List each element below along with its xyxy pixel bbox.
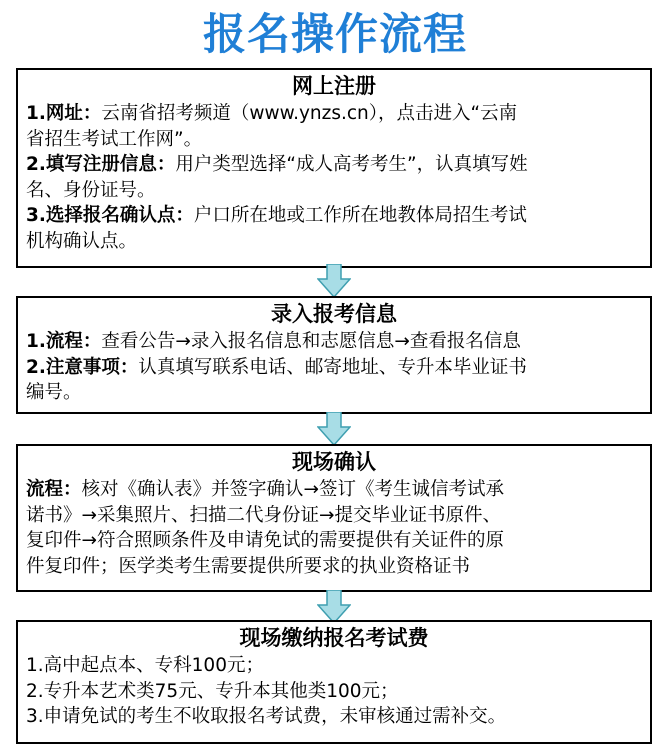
step-line — [26, 101, 642, 127]
line-text: 名、身份证号。 — [26, 179, 156, 201]
line-text: 云南省招考频道（www.ynzs.cn），点击进入“云南 — [101, 103, 518, 124]
step-line — [26, 477, 642, 503]
step-line — [26, 229, 642, 255]
down-arrow-icon — [317, 264, 351, 298]
line-label: 2.填写注册信息： — [26, 154, 176, 175]
step-title: 现场确认 — [292, 450, 376, 474]
line-text: 用户类型选择“成人高考考生”，认真填写姓 — [175, 154, 528, 175]
step-line — [26, 380, 642, 406]
line-text: 诺书》→采集照片、扫描二代身份证→提交毕业证书原件、 — [26, 504, 502, 526]
line-text: 2.专升本艺术类75元、专升本其他类100元； — [26, 680, 399, 702]
step-box-pay-fee — [16, 620, 652, 744]
line-text: 查看公告→录入报名信息和志愿信息→查看报名信息 — [101, 331, 521, 352]
step-title: 网上注册 — [292, 74, 376, 98]
step-line — [26, 355, 642, 381]
step-line — [26, 653, 642, 679]
step-line — [26, 127, 642, 153]
line-label: 流程： — [26, 479, 82, 500]
line-label: 1.流程： — [26, 331, 102, 352]
arrow-shape — [318, 412, 350, 445]
step-title: 现场缴纳报名考试费 — [239, 626, 429, 650]
step-line — [26, 679, 642, 705]
step-line — [26, 178, 642, 204]
page-title: 报名操作流程 — [203, 10, 467, 60]
step-box-onsite-confirmation — [16, 444, 652, 592]
line-text: 1.高中起点本、专科100元； — [26, 655, 264, 676]
step-box-online-registration — [16, 68, 652, 268]
line-text: 复印件→符合照顾条件及申请免试的需要提供有关证件的原 — [26, 530, 505, 551]
step-line — [26, 152, 642, 178]
line-label: 1.网址： — [26, 103, 102, 124]
step-line — [26, 704, 642, 730]
step-line — [26, 528, 642, 554]
line-text: 户口所在地或工作所在地教体局招生考试 — [193, 205, 527, 226]
step-line — [26, 203, 642, 229]
arrow-shape — [318, 264, 350, 297]
step-title: 录入报考信息 — [271, 302, 397, 326]
arrow-shape — [318, 590, 350, 623]
line-text: 省招生考试工作网”。 — [26, 128, 203, 150]
down-arrow-icon — [317, 412, 351, 446]
line-text: 件复印件；医学类考生需要提供所要求的执业资格证书 — [26, 555, 471, 577]
line-text: 3.申请免试的考生不收取报名考试费，未审核通过需补交。 — [26, 706, 507, 727]
line-text: 认真填写联系电话、邮寄地址、专升本毕业证书 — [138, 356, 527, 378]
line-label: 3.选择报名确认点： — [26, 205, 194, 226]
line-text: 核对《确认表》并签字确认→签订《考生诚信考试承 — [81, 479, 505, 500]
step-box-enter-info — [16, 296, 652, 414]
step-line — [26, 329, 642, 355]
step-line — [26, 554, 642, 580]
step-line — [26, 503, 642, 529]
line-text: 机构确认点。 — [26, 230, 138, 252]
down-arrow-icon — [317, 590, 351, 624]
line-label: 2.注意事项： — [26, 356, 139, 378]
line-text: 编号。 — [26, 382, 82, 403]
